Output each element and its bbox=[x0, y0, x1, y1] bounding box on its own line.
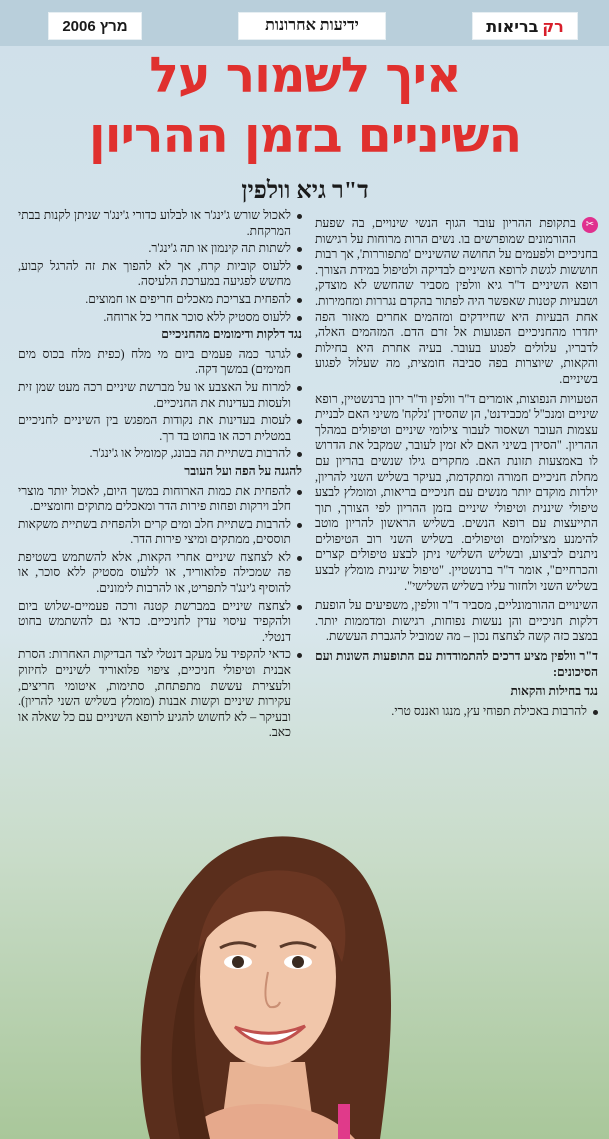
author-portrait bbox=[110, 812, 410, 1139]
article-headline bbox=[40, 46, 570, 166]
nausea-tips-list bbox=[315, 704, 598, 720]
section-prefix: רק bbox=[542, 16, 564, 36]
list-item: לצחצח שיניים במברשת קטנה ורכה פעמיים-שלוש ביום ולהקפיד עיסוי עדין לחניכיים. כדאי גם להשתמש בחוט דנטלי. bbox=[18, 599, 302, 646]
masthead bbox=[0, 0, 609, 46]
subhead-protect: להגנה על הפה ועל העובר bbox=[184, 463, 302, 478]
list-item: כדאי להקפיד על מעקב דנטלי לצד הבדיקות האחרות: הסרת אבנית וטיפולי חניכיים, ציפוי פלואוריד לשיניים לחיזוק ולעצירת עששת מתפתחת, סתימות, איטומי חריצים, עקירות שיניים וקשות אבנות (מומלץ בשליש השני להריון). ובעיקר – לא לחשוש להגיע לרופא השיניים עם כל שאלה או כאב. bbox=[18, 647, 302, 741]
article-column-left bbox=[18, 208, 302, 838]
list-item: להרבות בשתיית חלב ומים קרים ולהפחית בשתיית משקאות תוססים, ממתקים ומיצי פירות הדר. bbox=[18, 517, 302, 548]
list-item: להרבות באכילת תפוחי עץ, מנגו ואננס טרי. bbox=[315, 704, 598, 720]
tips-intro: ד"ר וולפין מציע דרכים להתמודדות עם התופעות השונות ועם הסיכונים: bbox=[315, 649, 598, 679]
subhead-nausea: נגד בחילות והקאות bbox=[510, 684, 598, 699]
list-item: למרוח על האצבע או על מברשת שיניים רכה מעט שמן זית ולעסות בעדינות את החניכיים. bbox=[18, 380, 302, 411]
list-item: להרבות בשתיית תה בבונג, קמומיל או ג'ינג'ר. bbox=[18, 446, 302, 462]
list-item: ללעוס קוביות קרח, אך לא להפוך את זה להרגל קבוע, מחשש לפגיעה במערכת הלעיסה. bbox=[18, 259, 302, 290]
list-item: להפחית בצריכת מאכלים חריפים או חמוצים. bbox=[18, 292, 302, 308]
list-item: לגרגר כמה פעמים ביום מי מלח (כפית מלח בכוס מים חמימים) במשך דקה. bbox=[18, 347, 302, 378]
gum-tips-list bbox=[18, 347, 302, 462]
article-paragraph: השינויים ההורמונליים, מסביר ד"ר וולפין, משפיעים על הופעת דלקות חניכיים והן נעשות נפוחות, רגישות ומדממות יותר. במצב כזה קשה לצחצח נכון – מה שמוביל להגברת העששת. bbox=[315, 598, 598, 644]
article-paragraph: בתקופת ההריון עובר הגוף הנשי שינויים, בה שפעת ההורמונים שמופרשים בו. נשים הרות מרוחות על רגישות בחניכיים ולפעמים על תחושה שהשיניים 'מתפוררות', אך רבות חוששות לגשת לרופא השיניים לבדיקה ולטיפול במידת הצורך. רופא השיניים ד"ר גיא וולפין מסביר שהחשש לא מוצדק, ושבעיות קטנות שאפשר היה לפתור בהקדם נגררות ומחמירות. אחת הבעיות היא שחיידקים ומזהמים אחרים מאזור הפה יחדרו מהחניכיים הפגועות אל זרם הדם. המזהמים האלה, לדבריו, עלולים לפגוע בעובר. בעיה אחרת היא בחילות והקאות, שיוצרות בפה סביבה חומצית, מה שעלול לפגוע בשיניים. bbox=[315, 216, 598, 386]
list-item: לאכול שורש ג'ינג'ר או לבלוע כדורי ג'ינג'ר שניתן לקנות בבתי המרקחת. bbox=[18, 208, 302, 239]
newspaper-name: ידיעות אחרונות bbox=[238, 12, 386, 40]
list-item: להפחית את כמות הארוחות במשך היום, לאכול יותר מוצרי חלב וירקות ופחות פירות הדר ומאכלים מתוקים וחומציים. bbox=[18, 484, 302, 515]
byline: ד"ר גיא וולפין bbox=[241, 178, 369, 204]
headline-line-1: איך לשמור על bbox=[149, 47, 461, 104]
list-item: לעסות בעדינות את נקודות המפגש בין השיניים לחניכיים במטלית רכה או בחוט בד רך. bbox=[18, 413, 302, 444]
headline-line-2: השיניים בזמן ההריון bbox=[88, 107, 522, 164]
list-item: ללעוס מסטיק ללא סוכר אחרי כל ארוחה. bbox=[18, 310, 302, 326]
nausea-tips-continued bbox=[18, 208, 302, 325]
issue-date: מרץ 2006 bbox=[48, 12, 142, 40]
portrait-illustration bbox=[110, 812, 410, 1139]
section-name: בריאות bbox=[486, 16, 539, 36]
article-paragraph: הטעויות הנפוצות, אומרים ד"ר וולפין וד"ר ירון ברנשטיין, רופא שיניים ומנכ"ל 'מכבידנט', הן שהסידן 'נלקח' משיני האם לבניית עצמות העובר ושאסור לעבור צילומי שיניים וטיפולים במהלך ההריון. "הסידן בשיני האם לא זמין לעובר, שמקבל את הדרוש לו באמצעות תזונת האם. מחקרים גילו שנשים בהריון עם מחלת חניכיים חמורה ומתקדמת, בעיקר בשליש השני להריון, יולדות מוקדם יותר מנשים עם חניכיים בריאות, ומומלץ לבצע טיפולי שיננית וטיפולי שיניים בזמן ההריון לפי הצורך, תוך התייעצות עם רופא הנשים. בשליש הראשון להריון מוטב להימנע מצילומים וטיפולים. בשליש השני רוב הטיפולים ניתנים לביצוע, ובשליש השלישי ניתן לבצע טיפולים קצרים והכרחיים", אומר ד"ר ברנשטיין. "טיפול שיננית מומלץ לבצע בשליש השני ולחזור עליו בשליש השלישי". bbox=[315, 391, 598, 593]
list-item: לשתות תה קינמון או תה ג'ינג'ר. bbox=[18, 241, 302, 257]
scissors-icon: ✂ bbox=[582, 217, 598, 233]
article-column-right bbox=[315, 216, 598, 856]
list-item: לא לצחצח שיניים אחרי הקאות, אלא להשתמש בשטיפת פה שמכילה פלואוריד, או ללעוס מסטיק ללא סוכר, או להוסיף ג'ינג'ר לתפריט, או להרבות לימונים. bbox=[18, 550, 302, 597]
protect-tips-list bbox=[18, 484, 302, 742]
section-label bbox=[472, 12, 578, 40]
subhead-gums: נגד דלקות ודימומים מהחניכיים bbox=[161, 327, 302, 342]
